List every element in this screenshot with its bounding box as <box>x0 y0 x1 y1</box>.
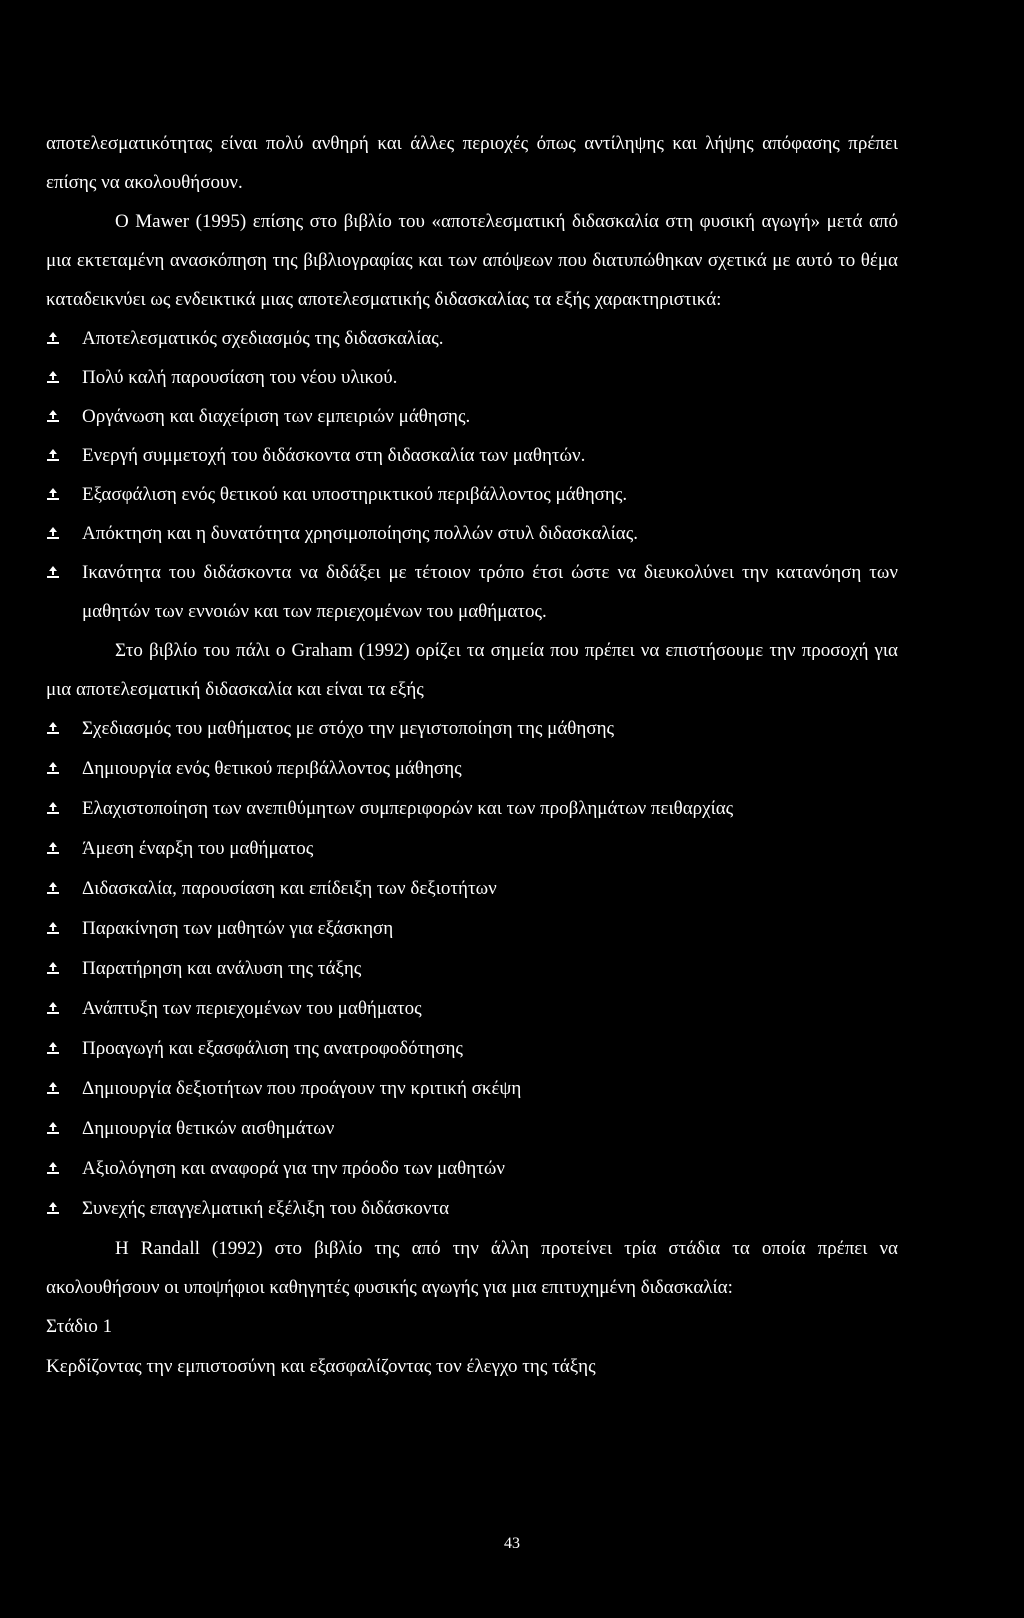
list-item-text: Διδασκαλία, παρουσίαση και επίδειξη των δεξιοτήτων <box>82 878 497 899</box>
list-item <box>46 475 898 514</box>
arrow-bullet-icon <box>46 989 60 1028</box>
list-item-text: Πολύ καλή παρουσίαση του νέου υλικού. <box>82 367 398 388</box>
arrow-bullet-icon <box>46 1189 60 1228</box>
arrow-bullet-icon <box>46 514 60 553</box>
list-item <box>46 789 898 829</box>
list-item <box>46 358 898 397</box>
list-item <box>46 553 898 631</box>
list-item <box>46 397 898 436</box>
list-item <box>46 436 898 475</box>
list-item <box>46 749 898 789</box>
arrow-bullet-icon <box>46 789 60 828</box>
stage-text: Κερδίζοντας την εμπιστοσύνη και εξασφαλίζοντας τον έλεγχο της τάξης <box>46 1356 596 1377</box>
list-item <box>46 1029 898 1069</box>
list-item-text: Ικανότητα του διδάσκοντα να διδάξει με τέτοιον τρόπο έτσι ώστε να διευκολύνει την κατανόηση των μαθητών των εννοιών και των περιεχομένων του μαθήματος. <box>82 562 898 622</box>
arrow-bullet-icon <box>46 319 60 358</box>
arrow-bullet-icon <box>46 869 60 908</box>
stage-heading: Στάδιο 1 <box>46 1316 113 1337</box>
list-item <box>46 709 898 749</box>
arrow-bullet-icon <box>46 1069 60 1108</box>
arrow-bullet-icon <box>46 397 60 436</box>
effective-teaching-points-list <box>46 709 898 1229</box>
arrow-bullet-icon <box>46 829 60 868</box>
list-item-text: Συνεχής επαγγελματική εξέλιξη του διδάσκοντα <box>82 1198 450 1219</box>
list-item <box>46 514 898 553</box>
list-item <box>46 1149 898 1189</box>
list-item <box>46 829 898 869</box>
list-item-text: Σχεδιασμός του μαθήματος με στόχο την μεγιστοποίηση της μάθησης <box>82 718 615 739</box>
characteristics-list <box>46 319 898 631</box>
paragraph-4: Η Randall (1992) στο βιβλίο της από την άλλη προτείνει τρία στάδια τα οποία πρέπει να ακολουθήσουν οι υποψήφιοι καθηγητές φυσικής αγωγής για μια επιτυχημένη διδασκαλία: <box>46 1238 898 1298</box>
arrow-bullet-icon <box>46 358 60 397</box>
list-item-text: Δημιουργία θετικών αισθημάτων <box>82 1118 335 1139</box>
list-item-text: Δημιουργία ενός θετικού περιβάλλοντος μάθησης <box>82 758 462 779</box>
arrow-bullet-icon <box>46 1029 60 1068</box>
paragraph-3: Στο βιβλίο του πάλι ο Graham (1992) ορίζει τα σημεία που πρέπει να επιστήσουμε την προσοχή για μια αποτελεσματική διδασκαλία και είναι τα εξής <box>46 640 898 700</box>
arrow-bullet-icon <box>46 909 60 948</box>
arrow-bullet-icon <box>46 749 60 788</box>
list-item <box>46 949 898 989</box>
page-number: 43 <box>504 1535 520 1552</box>
list-item-text: Οργάνωση και διαχείριση των εμπειριών μάθησης. <box>82 406 471 427</box>
list-item <box>46 319 898 358</box>
list-item <box>46 869 898 909</box>
arrow-bullet-icon <box>46 709 60 748</box>
arrow-bullet-icon <box>46 1149 60 1188</box>
list-item-text: Ενεργή συμμετοχή του διδάσκοντα στη διδασκαλία των μαθητών. <box>82 445 586 466</box>
list-item-text: Αποτελεσματικός σχεδιασμός της διδασκαλίας. <box>82 328 444 349</box>
paragraph-2: Ο Mawer (1995) επίσης στο βιβλίο του «αποτελεσματική διδασκαλία στη φυσική αγωγή» μετά από μια εκτεταμένη ανασκόπηση της βιβλιογραφίας και των απόψεων που διατυπώθηκαν σχετικά με αυτό το θέμα καταδεικνύει ως ενδεικτικά μιας αποτελεσματικής διδασκαλίας τα εξής χαρακτηριστικά: <box>46 211 898 310</box>
arrow-bullet-icon <box>46 475 60 514</box>
document-page <box>46 124 898 1387</box>
list-item-text: Εξασφάλιση ενός θετικού και υποστηρικτικού περιβάλλοντος μάθησης. <box>82 484 628 505</box>
list-item-text: Αξιολόγηση και αναφορά για την πρόοδο των μαθητών <box>82 1158 505 1179</box>
list-item-text: Προαγωγή και εξασφάλιση της ανατροφοδότησης <box>82 1038 463 1059</box>
arrow-bullet-icon <box>46 1109 60 1148</box>
arrow-bullet-icon <box>46 949 60 988</box>
list-item-text: Παρακίνηση των μαθητών για εξάσκηση <box>82 918 394 939</box>
list-item <box>46 989 898 1029</box>
list-item-text: Άμεση έναρξη του μαθήματος <box>82 838 314 859</box>
arrow-bullet-icon <box>46 553 60 592</box>
list-item <box>46 1189 898 1229</box>
list-item-text: Δημιουργία δεξιοτήτων που προάγουν την κριτική σκέψη <box>82 1078 522 1099</box>
list-item <box>46 1069 898 1109</box>
list-item <box>46 909 898 949</box>
list-item-text: Απόκτηση και η δυνατότητα χρησιμοποίησης πολλών στυλ διδασκαλίας. <box>82 523 638 544</box>
paragraph-1: αποτελεσματικότητας είναι πολύ ανθηρή και άλλες περιοχές όπως αντίληψης και λήψης απόφασης πρέπει επίσης να ακολουθήσουν. <box>46 133 898 193</box>
list-item-text: Ελαχιστοποίηση των ανεπιθύμητων συμπεριφορών και των προβλημάτων πειθαρχίας <box>82 798 734 819</box>
list-item-text: Ανάπτυξη των περιεχομένων του μαθήματος <box>82 998 422 1019</box>
list-item-text: Παρατήρηση και ανάλυση της τάξης <box>82 958 362 979</box>
list-item <box>46 1109 898 1149</box>
arrow-bullet-icon <box>46 436 60 475</box>
